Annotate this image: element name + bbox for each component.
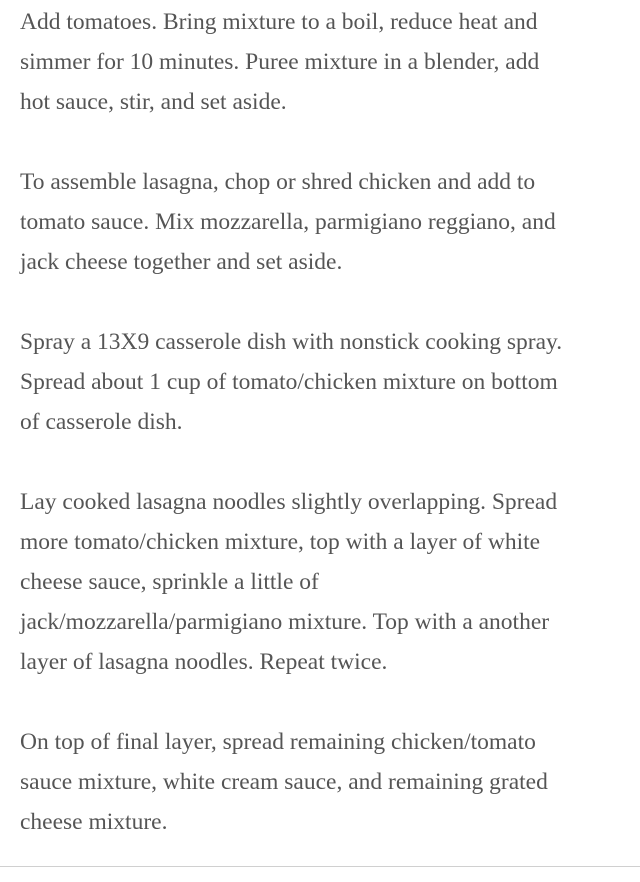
text-line: Spray a 13X9 casserole dish with nonstick cooking spray. — [20, 329, 563, 355]
instruction-paragraph-2 — [20, 162, 632, 282]
text-line: tomato sauce. Mix mozzarella, parmigiano reggiano, and — [20, 209, 556, 235]
text-line: layer of lasagna noodles. Repeat twice. — [20, 649, 388, 675]
instruction-paragraph-3 — [20, 322, 632, 442]
text-line: more tomato/chicken mixture, top with a layer of white — [20, 529, 541, 555]
text-line: sauce mixture, white cream sauce, and remaining grated — [20, 769, 548, 795]
text-line: jack cheese together and set aside. — [20, 249, 343, 275]
text-line: cheese mixture. — [20, 809, 168, 835]
text-line: hot sauce, stir, and set aside. — [20, 89, 287, 115]
bottom-divider — [0, 866, 640, 867]
text-line: jack/mozzarella/parmigiano mixture. Top with a another — [20, 609, 550, 635]
instruction-paragraph-4 — [20, 482, 632, 682]
text-line: Lay cooked lasagna noodles slightly overlapping. Spread — [20, 489, 558, 515]
text-line: Spread about 1 cup of tomato/chicken mixture on bottom — [20, 369, 558, 395]
text-line: of casserole dish. — [20, 409, 183, 435]
text-line: cheese sauce, sprinkle a little of — [20, 569, 319, 595]
text-line: On top of final layer, spread remaining chicken/tomato — [20, 729, 536, 755]
text-line: Add tomatoes. Bring mixture to a boil, reduce heat and — [20, 9, 538, 35]
recipe-instructions — [20, 2, 632, 882]
instruction-paragraph-5 — [20, 722, 632, 842]
instruction-paragraph-1 — [20, 2, 632, 122]
text-line: simmer for 10 minutes. Puree mixture in a blender, add — [20, 49, 540, 75]
text-line: To assemble lasagna, chop or shred chicken and add to — [20, 169, 536, 195]
